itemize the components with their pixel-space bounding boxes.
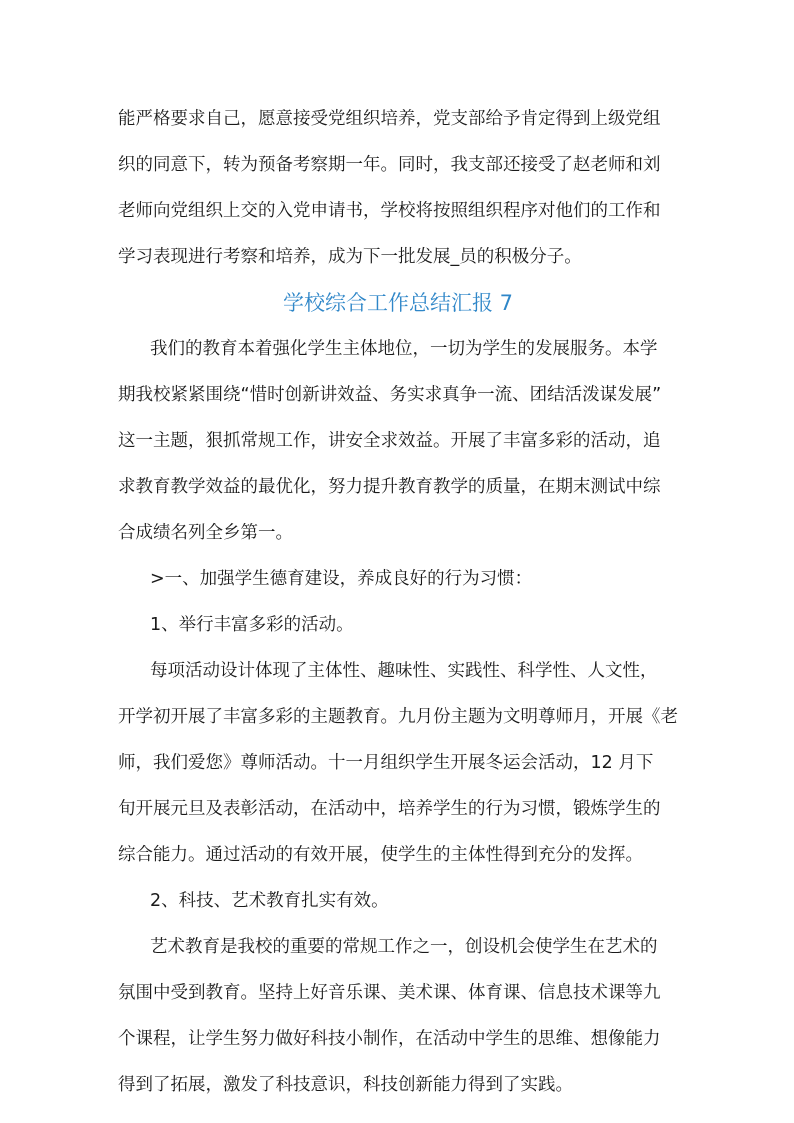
text-line: 能严格要求自己，愿意接受党组织培养，党支部给予肯定得到上级党组 (118, 109, 661, 129)
subheading-1: 1、举行丰富多彩的活动。 (150, 615, 354, 635)
paragraph-3 (118, 924, 678, 1108)
paragraph-2 (118, 648, 678, 878)
paragraph-1 (118, 326, 678, 556)
text-line: 合成绩名列全乡第一。 (118, 523, 293, 543)
text-line: 织的同意下，转为预备考察期一年。同时，我支部还接受了赵老师和刘 (118, 155, 661, 175)
text-line: 旬开展元旦及表彰活动，在活动中，培养学生的行为习惯，锻炼学生的 (118, 799, 661, 819)
document-body (118, 96, 678, 1108)
text-line: 学习表现进行考察和培养，成为下一批发展_员的积极分子。 (118, 247, 582, 267)
text-line: 老师向党组织上交的入党申请书，学校将按照组织程序对他们的工作和 (118, 201, 661, 221)
text-line: 个课程，让学生努力做好科技小制作，在活动中学生的思维、想像能力 (118, 1029, 661, 1049)
section-title: 学校综合工作总结汇报 7 (282, 291, 514, 315)
text-line: 这一主题，狠抓常规工作，讲安全求效益。开展了丰富多彩的活动，追 (118, 431, 661, 451)
text-line: 我们的教育本着强化学生主体地位，一切为学生的发展服务。本学 (150, 339, 658, 359)
text-line: 师，我们爱您》尊师活动。十一月组织学生开展冬运会活动，12 月下 (118, 753, 654, 773)
text-line: 每项活动设计体现了主体性、趣味性、实践性、科学性、人文性， (150, 661, 658, 681)
text-line: 综合能力。通过活动的有效开展，使学生的主体性得到充分的发挥。 (118, 845, 643, 865)
text-line: 开学初开展了丰富多彩的主题教育。九月份主题为文明尊师月，开展《老 (118, 707, 678, 727)
intro-paragraph (118, 96, 678, 280)
text-line: 期我校紧紧围绕“惜时创新讲效益、务实求真争一流、团结活泼谋发展” (118, 385, 662, 405)
heading-1: >一、加强学生德育建设，养成良好的行为习惯： (150, 569, 533, 589)
text-line: 求教育教学效益的最优化，努力提升教育教学的质量，在期末测试中综 (118, 477, 661, 497)
text-line: 艺术教育是我校的重要的常规工作之一，创设机会使学生在艺术的 (150, 937, 658, 957)
text-line: 氛围中受到教育。坚持上好音乐课、美术课、体育课、信息技术课等九 (118, 983, 661, 1003)
text-line: 得到了拓展，激发了科技意识，科技创新能力得到了实践。 (118, 1075, 573, 1095)
subheading-2: 2、科技、艺术教育扎实有效。 (150, 891, 389, 911)
